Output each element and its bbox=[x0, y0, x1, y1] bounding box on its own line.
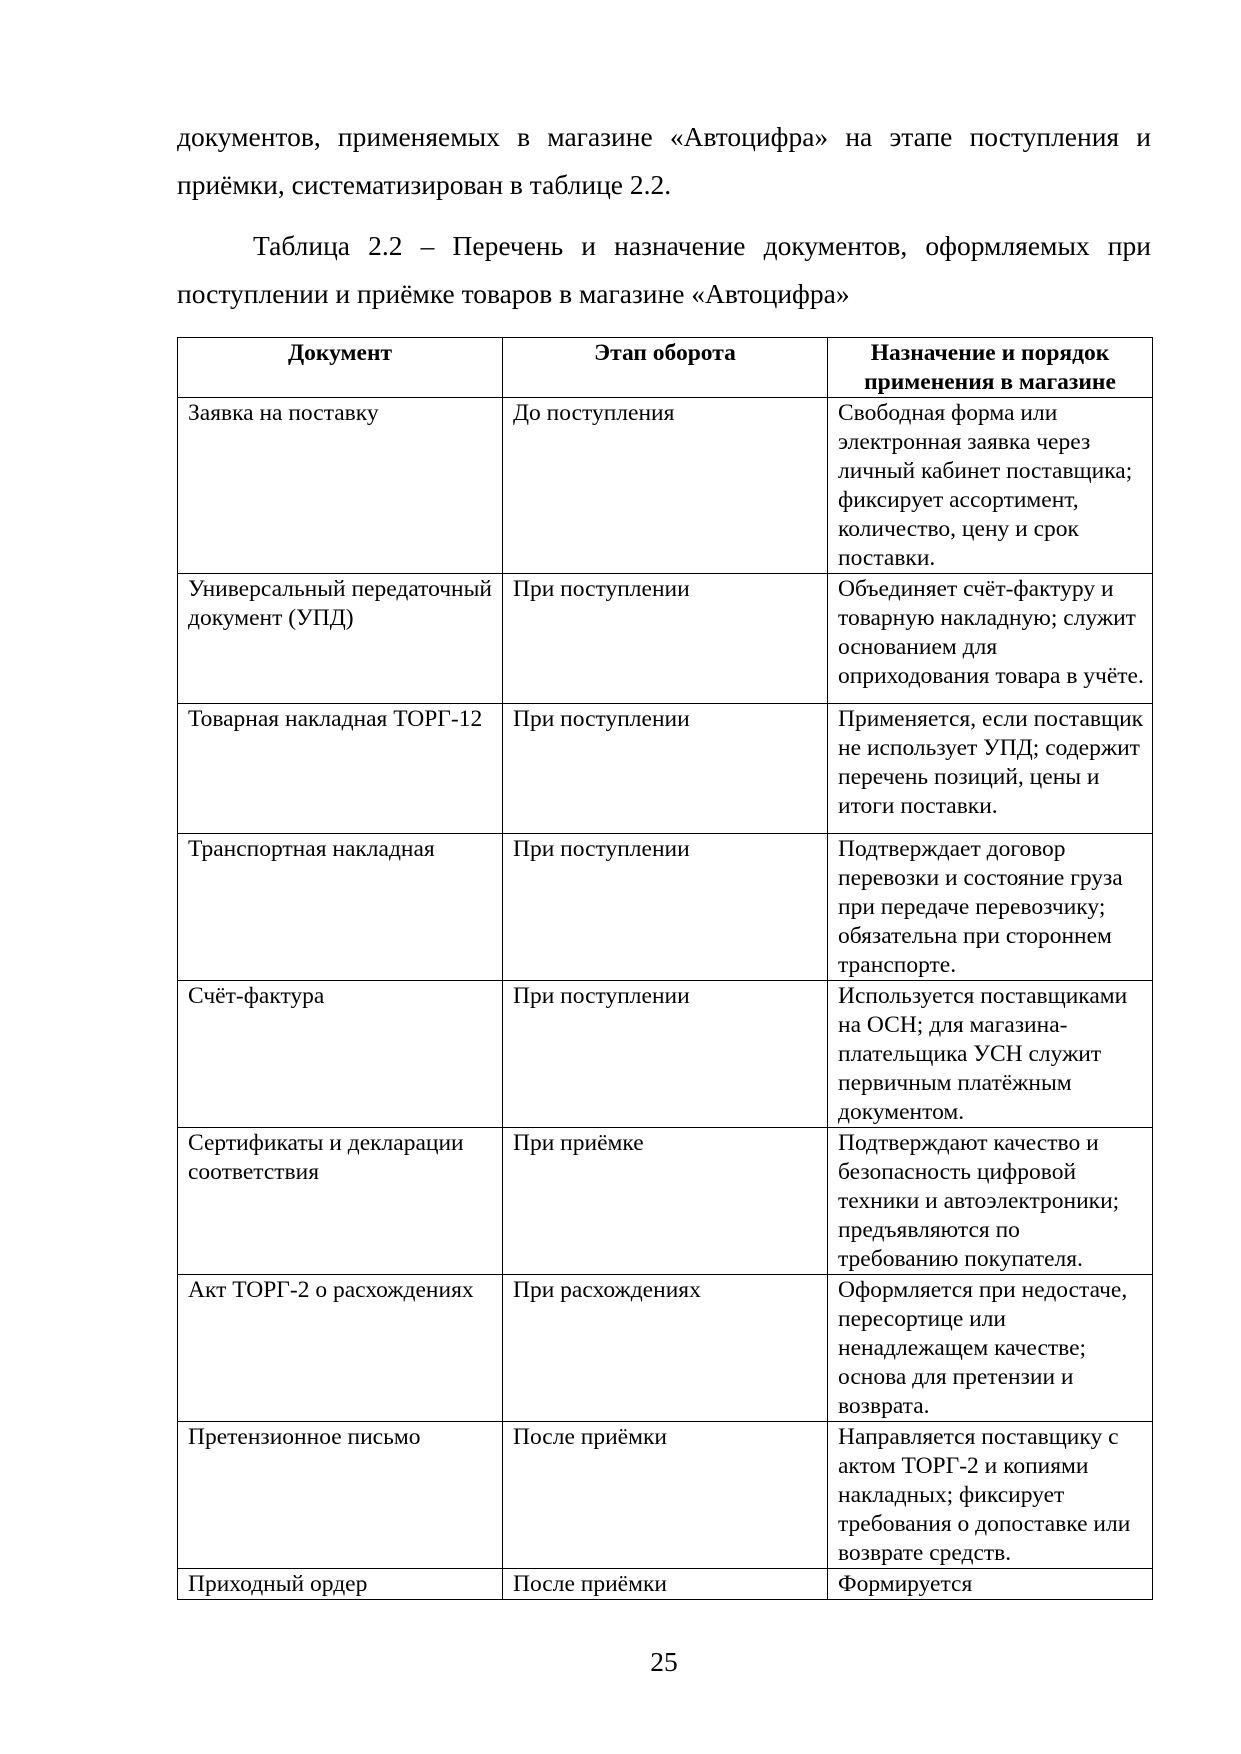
cell-purpose: Подтверждают качество и безопасность цифровой техники и автоэлектроники; предъявляются по требованию покупателя. bbox=[828, 1128, 1153, 1275]
cell-document: Претензионное письмо bbox=[178, 1422, 503, 1569]
cell-document: Товарная накладная ТОРГ-12 bbox=[178, 704, 503, 834]
header-document: Документ bbox=[178, 338, 503, 398]
cell-document: Приходный ордер bbox=[178, 1569, 503, 1600]
cell-purpose: Используется поставщиками на ОСН; для магазина-плательщика УСН служит первичным платёжным документом. bbox=[828, 981, 1153, 1128]
cell-document: Заявка на поставку bbox=[178, 398, 503, 574]
table-row bbox=[178, 981, 1153, 1128]
page-number: 25 bbox=[650, 1646, 678, 1677]
cell-stage: После приёмки bbox=[503, 1422, 828, 1569]
table-row bbox=[178, 1128, 1153, 1275]
cell-stage: При расхождениях bbox=[503, 1275, 828, 1422]
table-row bbox=[178, 574, 1153, 704]
cell-purpose: Объединяет счёт-фактуру и товарную накладную; служит основанием для оприходования товара в учёте. bbox=[828, 574, 1153, 704]
intro-paragraph: документов, применяемых в магазине «Автоцифра» на этапе поступления и приёмки, систематизирован в таблице 2.2. bbox=[177, 121, 1151, 200]
cell-stage: При поступлении bbox=[503, 981, 828, 1128]
table-row bbox=[178, 1275, 1153, 1422]
table-row bbox=[178, 1422, 1153, 1569]
cell-stage: При поступлении bbox=[503, 834, 828, 981]
table-header-row bbox=[178, 338, 1153, 398]
cell-document: Сертификаты и декларации соответствия bbox=[178, 1128, 503, 1275]
cell-stage: После приёмки bbox=[503, 1569, 828, 1600]
cell-stage: При приёмке bbox=[503, 1128, 828, 1275]
documents-table bbox=[177, 337, 1153, 1600]
cell-purpose: Применяется, если поставщик не использует УПД; содержит перечень позиций, цены и итоги поставки. bbox=[828, 704, 1153, 834]
cell-purpose: Оформляется при недостаче, пересортице или ненадлежащем качестве; основа для претензии и возврата. bbox=[828, 1275, 1153, 1422]
cell-document: Транспортная накладная bbox=[178, 834, 503, 981]
cell-stage: При поступлении bbox=[503, 704, 828, 834]
table-caption: Таблица 2.2 – Перечень и назначение документов, оформляемых при поступлении и приёмке товаров в магазине «Автоцифра» bbox=[177, 230, 1151, 309]
table-row bbox=[178, 398, 1153, 574]
cell-document: Акт ТОРГ-2 о расхождениях bbox=[178, 1275, 503, 1422]
cell-stage: При поступлении bbox=[503, 574, 828, 704]
cell-document: Универсальный передаточный документ (УПД) bbox=[178, 574, 503, 704]
cell-purpose: Подтверждает договор перевозки и состояние груза при передаче перевозчику; обязательна при стороннем транспорте. bbox=[828, 834, 1153, 981]
cell-purpose: Направляется поставщику с актом ТОРГ-2 и копиями накладных; фиксирует требования о допоставке или возврате средств. bbox=[828, 1422, 1153, 1569]
cell-document: Счёт-фактура bbox=[178, 981, 503, 1128]
table-row bbox=[178, 704, 1153, 834]
cell-purpose: Свободная форма или электронная заявка через личный кабинет поставщика; фиксирует ассортимент, количество, цену и срок поставки. bbox=[828, 398, 1153, 574]
table-row bbox=[178, 834, 1153, 981]
table-row bbox=[178, 1569, 1153, 1600]
cell-stage: До поступления bbox=[503, 398, 828, 574]
header-stage: Этап оборота bbox=[503, 338, 828, 398]
cell-purpose: Формируется bbox=[828, 1569, 1153, 1600]
header-purpose: Назначение и порядок применения в магазине bbox=[828, 338, 1153, 398]
